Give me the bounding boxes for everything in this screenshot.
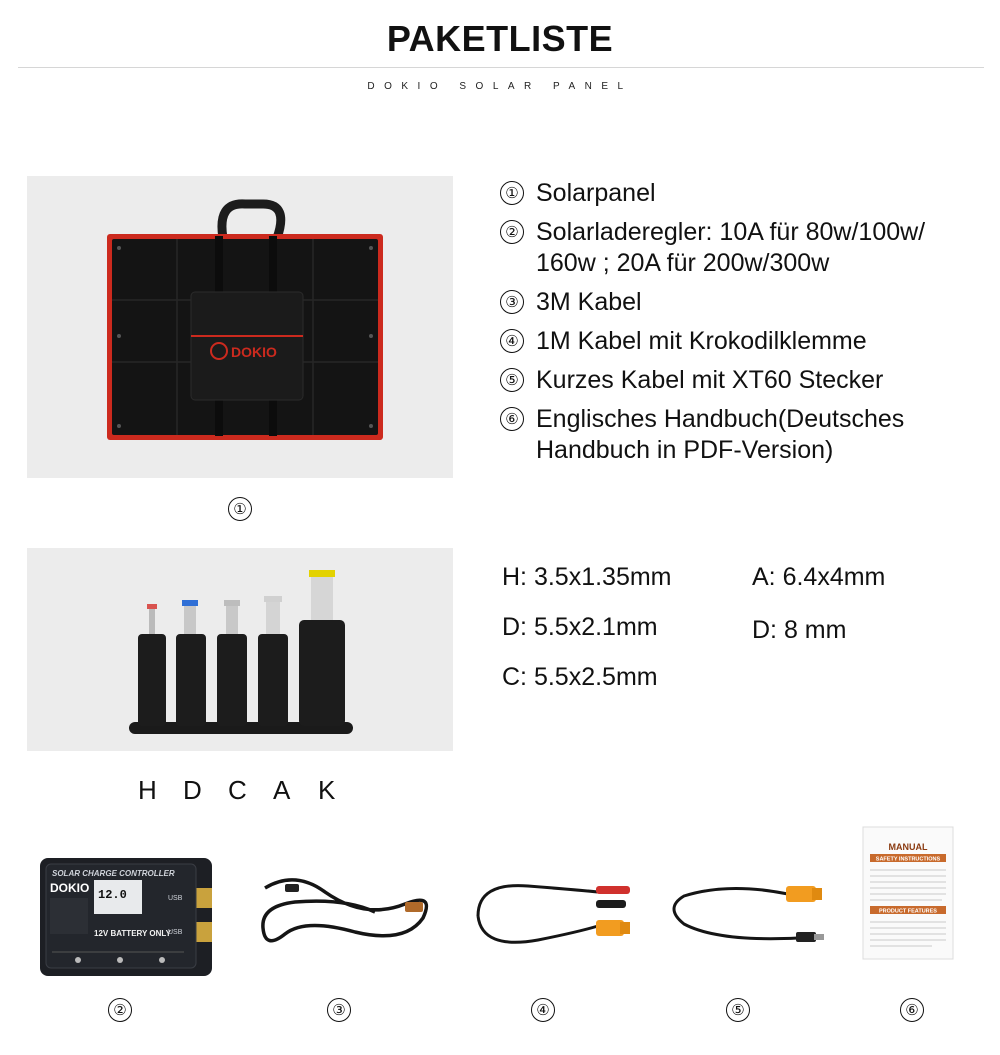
caption-5: ⑤ (726, 998, 750, 1022)
bag-brand-logo: DOKIO (231, 344, 277, 360)
contents-list (500, 178, 990, 466)
controller-battery-label: 12V BATTERY ONLY (94, 929, 171, 938)
item-text: 1M Kabel mit Krokodilklemme (536, 327, 867, 355)
controller-display: 12.0 (98, 888, 127, 902)
list-item (500, 178, 990, 209)
charge-controller-image (38, 856, 216, 983)
cable-xt60-image (668, 872, 836, 957)
item-text: 3M Kabel (536, 288, 642, 316)
item-text: Solarladeregler: 10A für 80w/100w/ 160w ; 20A für 200w/300w (536, 218, 926, 277)
caption-1: ① (228, 497, 252, 521)
item-text: Solarpanel (536, 179, 656, 207)
item-number: ② (500, 220, 524, 244)
connector-letter: H (138, 775, 157, 805)
caption-3: ③ (327, 998, 351, 1022)
page-subtitle: DOKIO SOLAR PANEL (367, 81, 633, 92)
spec-C: C: 5.5x2.5mm (502, 663, 658, 691)
controller-usb-label: USB (168, 929, 183, 936)
controller-brand: DOKIO (50, 881, 90, 895)
list-item (500, 287, 990, 318)
title-divider (18, 67, 984, 68)
page-title: PAKETLISTE (386, 18, 614, 59)
manual-image (862, 826, 954, 965)
caption-4: ④ (531, 998, 555, 1022)
spec-D1: D: 5.5x2.1mm (502, 613, 658, 641)
connector-C (217, 600, 247, 726)
connector-letters (138, 775, 363, 806)
caption-2: ② (108, 998, 132, 1022)
manual-title: MANUAL (888, 842, 928, 852)
item-number: ⑤ (500, 368, 524, 392)
spec-D2: D: 8 mm (752, 616, 847, 644)
connector-H (138, 604, 166, 726)
spec-H: H: 3.5x1.35mm (502, 563, 672, 591)
list-item (500, 217, 990, 279)
solar-panel-bag-photo (27, 176, 453, 478)
list-item (500, 326, 990, 357)
connector-K (299, 570, 345, 726)
connector-letter: C (228, 775, 247, 805)
manual-section-safety: SAFETY INSTRUCTIONS (875, 856, 941, 863)
cable-1m-clamp-image (468, 876, 636, 961)
connector-letter: D (183, 775, 202, 805)
list-item (500, 404, 990, 466)
connector-letter: K (318, 775, 336, 805)
connector-letter: A (273, 775, 291, 805)
spec-A: A: 6.4x4mm (752, 563, 886, 591)
controller-usb-label: USB (168, 895, 183, 902)
connector-D (176, 600, 206, 726)
connector-tips-photo (27, 548, 453, 751)
item-number: ① (500, 181, 524, 205)
cable-3m-image (255, 872, 445, 957)
manual-section-features: PRODUCT FEATURES (879, 908, 937, 915)
list-item (500, 365, 990, 396)
item-text: Kurzes Kabel mit XT60 Stecker (536, 366, 884, 394)
item-number: ⑥ (500, 407, 524, 431)
item-number: ④ (500, 329, 524, 353)
connector-A (258, 596, 288, 726)
caption-6: ⑥ (900, 998, 924, 1022)
controller-header: SOLAR CHARGE CONTROLLER (52, 869, 175, 878)
item-number: ③ (500, 290, 524, 314)
item-text: Englisches Handbuch(Deutsches Handbuch in PDF-Version) (536, 405, 905, 464)
